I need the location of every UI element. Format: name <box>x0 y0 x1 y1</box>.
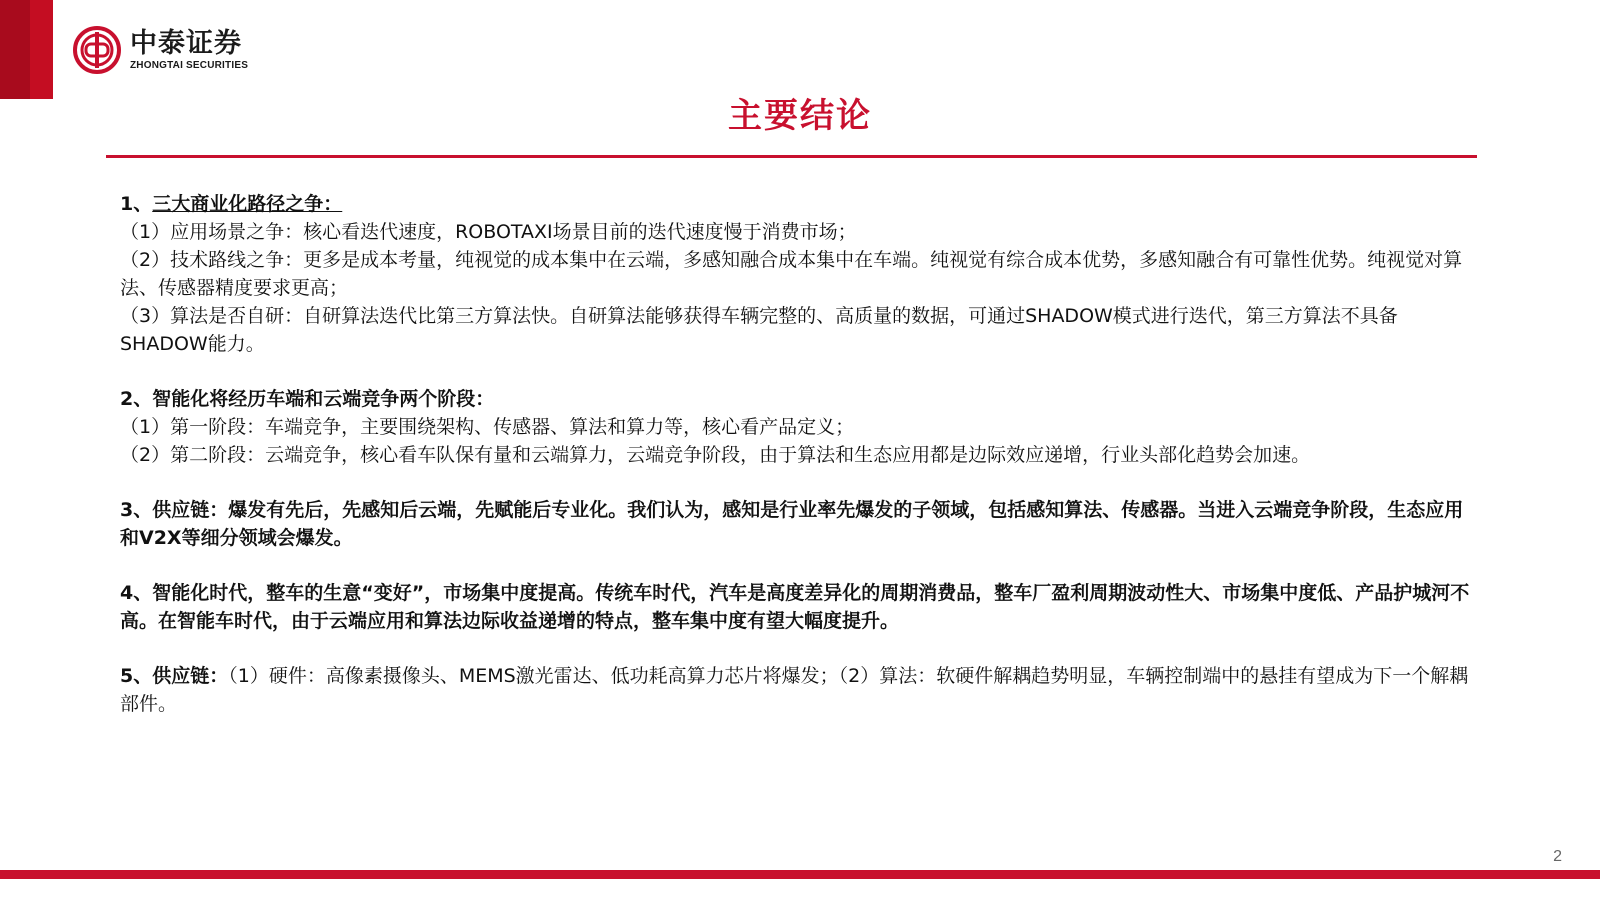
page-number: 2 <box>1553 848 1562 865</box>
logo-chinese-name: 中泰证券 <box>130 28 242 59</box>
section-1-item-1: （1）应用场景之争：核心看迭代速度，ROBOTAXI场景目前的迭代速度慢于消费市场； <box>120 221 857 243</box>
section-1-number: 1、 <box>120 193 153 215</box>
section-5-body: （1）硬件：高像素摄像头、MEMS激光雷达、低功耗高算力芯片将爆发；（2）算法：软硬件解耦趋势明显，车辆控制端中的悬挂有望成为下一个解耦部件。 <box>120 665 1469 715</box>
section-1-title: 三大商业化路径之争： <box>152 193 343 215</box>
logo-english-name: ZHONGTAI SECURITIES <box>130 60 249 71</box>
conclusion-section-1 <box>120 190 1480 358</box>
footer-red-band <box>0 870 1600 879</box>
conclusion-section-5 <box>120 662 1480 718</box>
conclusion-section-2 <box>120 385 1480 469</box>
section-1-item-2: （2）技术路线之争：更多是成本考量，纯视觉的成本集中在云端，多感知融合成本集中在车端。纯视觉有综合成本优势，多感知融合有可靠性优势。纯视觉对算法、传感器精度要求更高； <box>120 249 1463 299</box>
page-title: 主要结论 <box>728 96 872 136</box>
conclusions-content <box>120 190 1480 745</box>
section-2-item-2: （2）第二阶段：云端竞争，核心看车队保有量和云端算力，云端竞争阶段，由于算法和生态应用都是边际效应递增，行业头部化趋势会加速。 <box>120 444 1311 466</box>
section-1-heading <box>120 190 1480 218</box>
corner-red-shade <box>0 0 30 99</box>
logo-text <box>130 28 248 72</box>
section-2-item-1: （1）第一阶段：车端竞争，主要围绕架构、传感器、算法和算力等，核心看产品定义； <box>120 416 855 438</box>
section-3-text: 3、供应链：爆发有先后，先感知后云端，先赋能后专业化。我们认为，感知是行业率先爆发的子领域，包括感知算法、传感器。当进入云端竞争阶段，生态应用和V2X等细分领域会爆发。 <box>120 499 1464 549</box>
conclusion-section-4 <box>120 579 1480 635</box>
title-divider <box>106 155 1477 158</box>
section-5-text <box>120 662 1480 718</box>
conclusion-section-3 <box>120 496 1480 552</box>
section-4-text: 4、智能化时代，整车的生意“变好”，市场集中度提高。传统车时代，汽车是高度差异化的周期消费品，整车厂盈利周期波动性大、市场集中度低、产品护城河不高。在智能车时代，由于云端应用和算法边际收益递增的特点，整车集中度有望大幅度提升。 <box>120 582 1470 632</box>
section-1-item-3: （3）算法是否自研：自研算法迭代比第三方算法快。自研算法能够获得车辆完整的、高质量的数据，可通过SHADOW模式进行迭代，第三方算法不具备SHADOW能力。 <box>120 305 1398 355</box>
section-5-heading: 5、供应链： <box>120 665 229 687</box>
zhongtai-logo-icon <box>72 25 122 75</box>
company-logo <box>72 22 248 78</box>
section-2-heading: 2、智能化将经历车端和云端竞争两个阶段： <box>120 388 495 410</box>
